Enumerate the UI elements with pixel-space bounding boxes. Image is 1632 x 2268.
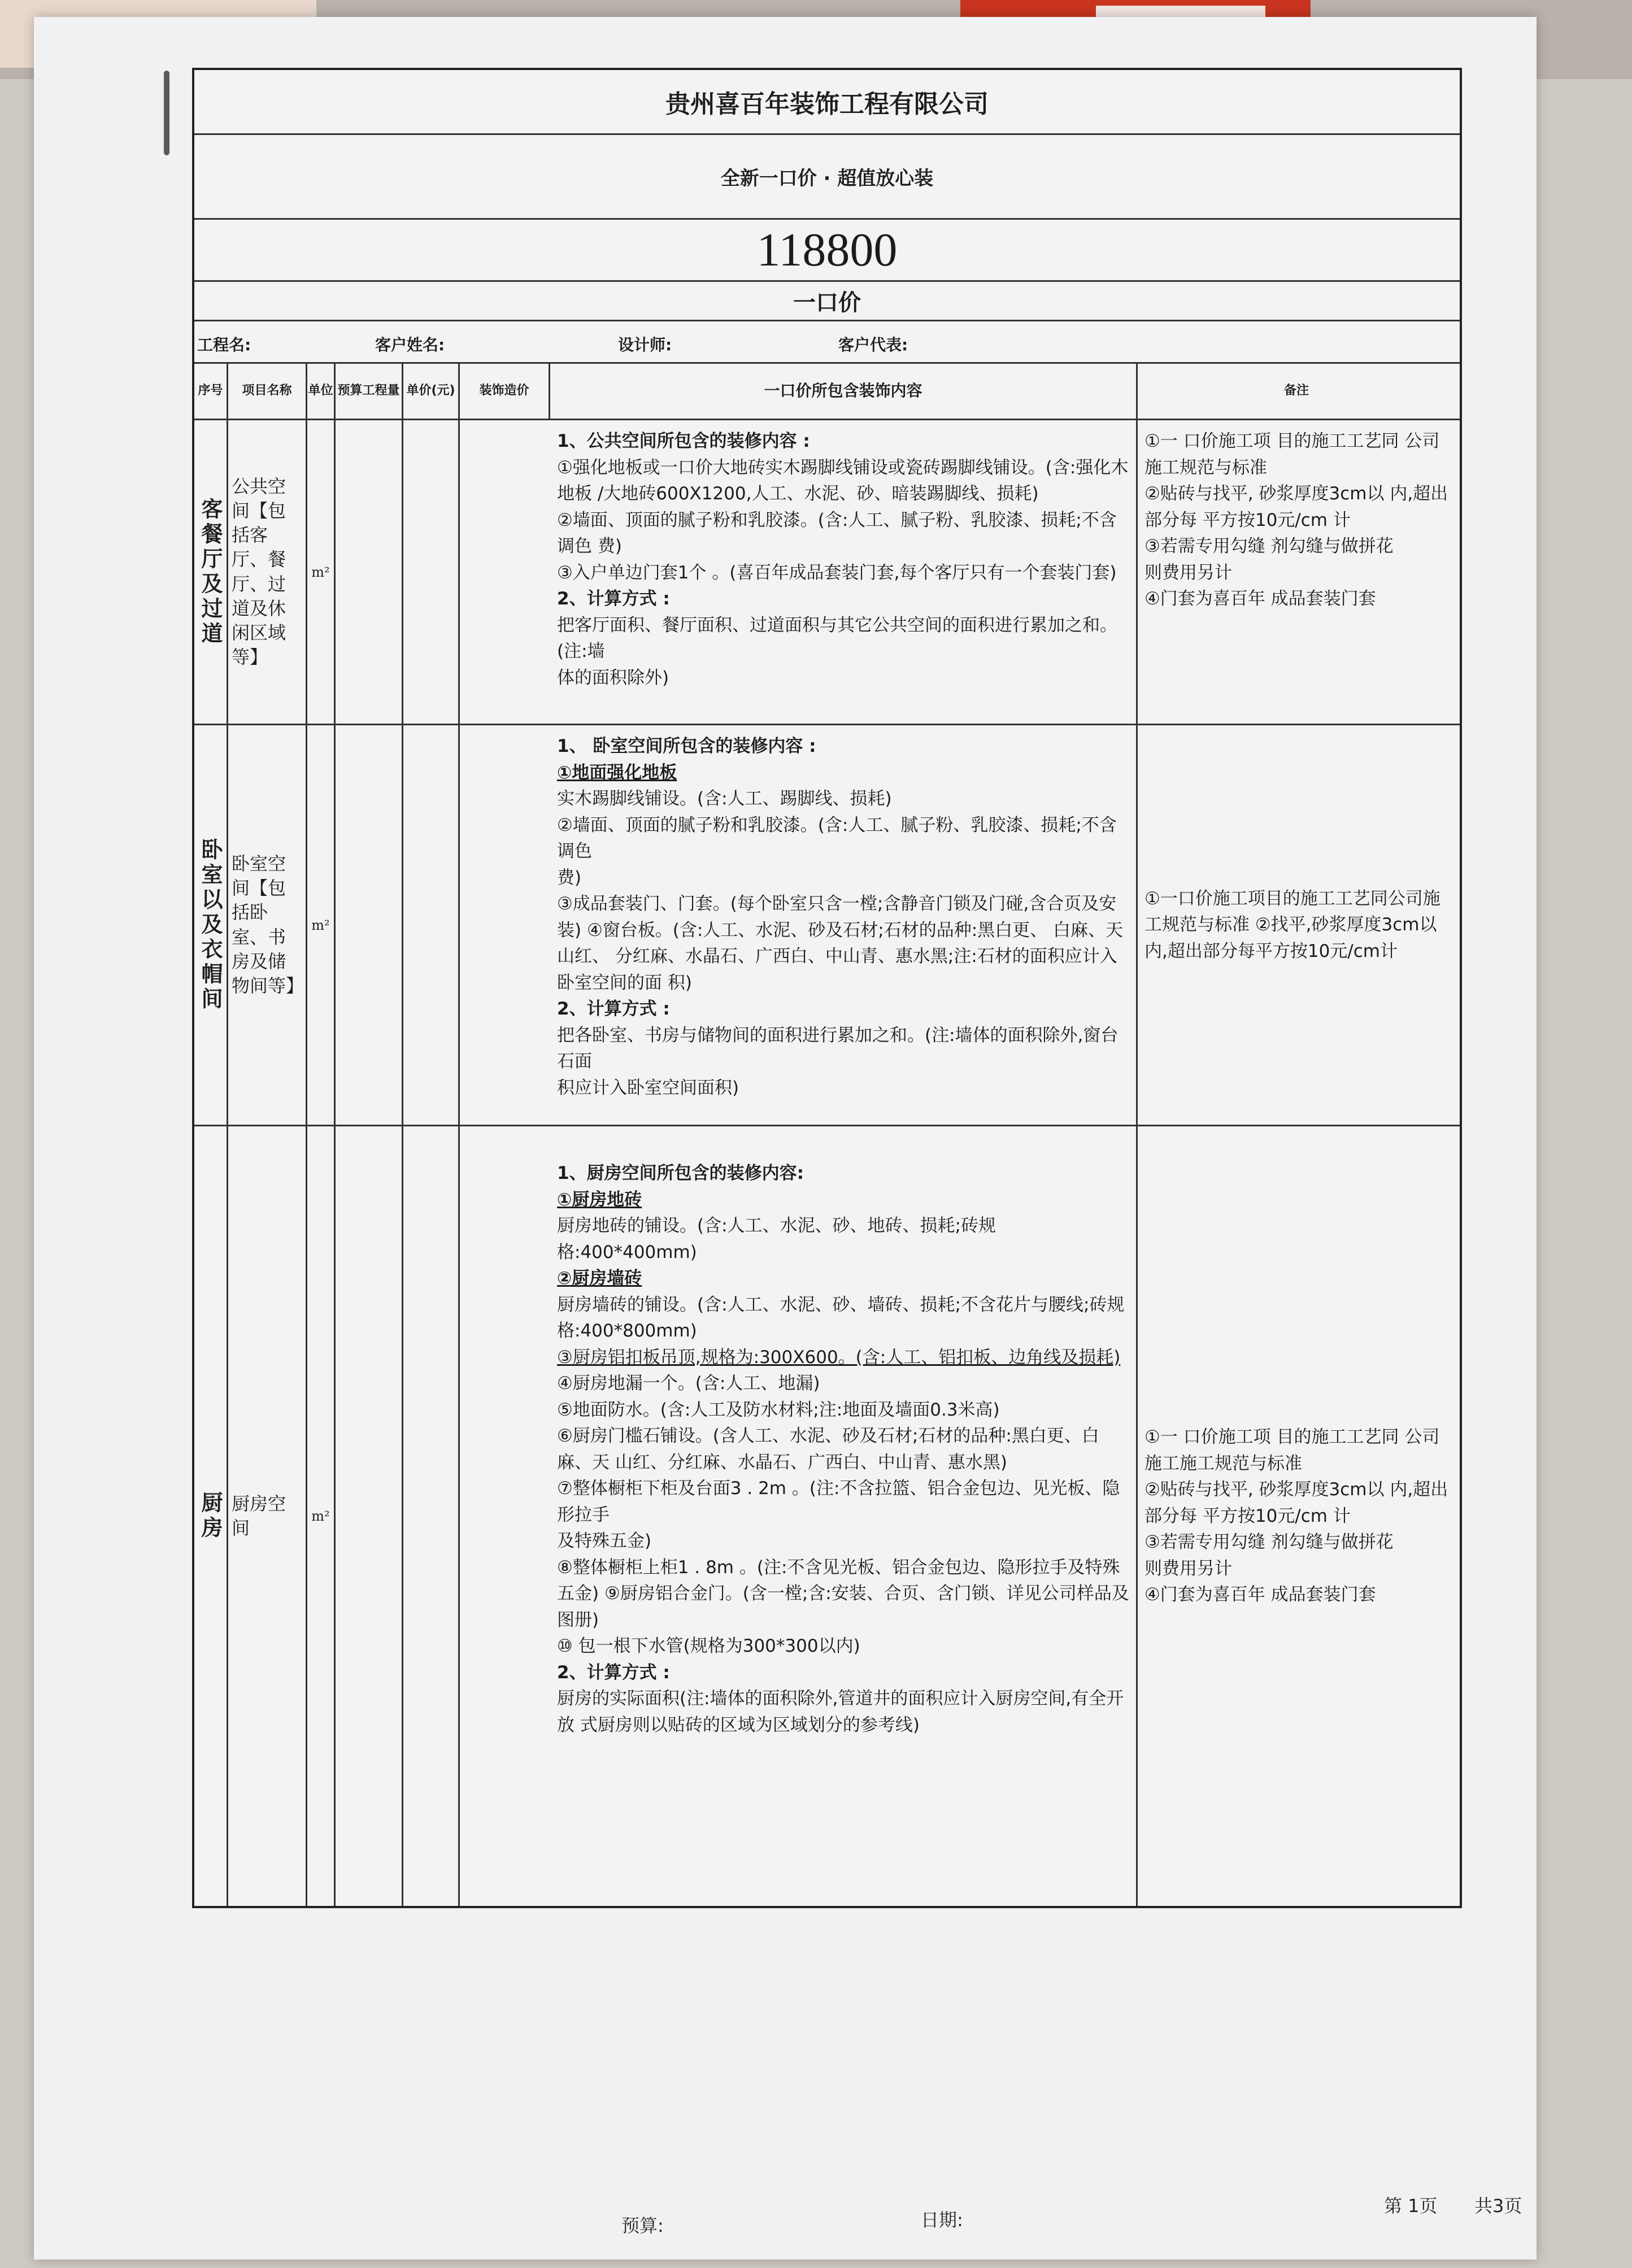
content-line: 1、 卧室空间所包含的装修内容 : [557,736,816,756]
remark-line: ①一口价施工项目的施工工艺同公司施工规范与标准 ②找平,砂浆厚度3cm以内,超出部分每平方按10元/cm计 [1144,888,1440,961]
row-seq: 客餐厅及过道 [194,420,228,724]
row-seq: 卧室以及衣帽间 [194,725,228,1125]
row-content [550,1126,1138,1906]
header-item-name: 项目名称 [228,364,307,419]
row-content [550,725,1138,1125]
row-decoration-cost [460,1126,550,1906]
row-unit: m² [307,725,336,1125]
row-item-text: 公共空间【包括客厅、餐厅、过道及休闲区域等】 [232,475,286,668]
table-row [194,725,1460,1126]
customer-name-label: 客户姓名: [375,336,445,354]
row-unit-price [403,725,460,1125]
remark-line: ②贴砖与找平, 砂浆厚度3cm以 内,超出部分每 平方按10元/cm 计 [1144,484,1448,530]
company-title: 贵州喜百年装饰工程有限公司 [194,70,1460,135]
content-line: 厨房的实际面积(注:墙体的面积除外,管道井的面积应计入厨房空间,有全开放 式厨房则以贴砖的区域为区域划分的参考线) [557,1688,1124,1735]
remark-line: ③若需专用勾缝 剂勾缝与做拼花 [1144,1532,1394,1553]
content-line: ⑤地面防水。(含:人工及防水材料;注:地面及墙面0.3米高) [557,1399,1000,1420]
price-label: 一口价 [194,282,1460,321]
content-line: ①地面强化地板 [557,762,677,783]
quote-table [192,68,1462,1908]
content-line: 费) [557,867,582,888]
row-unit-price [403,420,460,724]
header-unit: 单位 [307,364,336,419]
row-budget-qty [336,1126,403,1906]
remark-line: ①一 口价施工项 目的施工工艺同 公司施工规范与标准 [1144,431,1440,478]
content-line: 把各卧室、书房与储物间的面积进行累加之和。(注:墙体的面积除外,窗台石面 [557,1025,1119,1072]
header-remarks: 备注 [1283,384,1309,398]
slogan: 全新一口价 · 超值放心装 [194,135,1460,220]
header-seq: 序号 [194,364,228,419]
row-decoration-cost [460,725,550,1125]
content-line: 1、公共空间所包含的装修内容 : [557,431,810,451]
row-seq: 厨房 [194,1126,228,1906]
content-line: 2、计算方式 : [557,999,670,1019]
content-line: ②墙面、顶面的腻子粉和乳胶漆。(含:人工、腻子粉、乳胶漆、损耗;不含调色 费) [557,510,1117,556]
content-line: ①厨房地砖 [557,1189,642,1210]
page-total: 共3页 [1474,2195,1522,2217]
customer-rep-label: 客户代表: [838,336,908,354]
row-item-name [228,1126,307,1906]
row-unit: m² [307,1126,336,1906]
content-line: 把客厅面积、餐厅面积、过道面积与其它公共空间的面积进行累加之和。(注:墙 [557,615,1117,661]
remark-line: ②贴砖与找平, 砂浆厚度3cm以 内,超出部分每 平方按10元/cm 计 [1144,1479,1448,1526]
content-line: ③成品套装门、门套。(每个卧室只含一樘;含静音门锁及门碰,含合页及安装) ④窗台板。(含:人工、水泥、砂及石材;石材的品种:黑白更、 白麻、天山红、 分红麻、水晶石、广西白、中山青、惠水黑;注:石材的面积应计入卧室空间的面 积) [557,894,1124,993]
row-remarks [1138,420,1455,724]
designer-label: 设计师: [618,336,672,354]
page-number: 第 1页 [1384,2195,1438,2217]
row-remarks [1138,1126,1455,1906]
content-line: 及特殊五金) [557,1531,652,1551]
remark-line: ③若需专用勾缝 剂勾缝与做拼花 [1144,536,1394,556]
content-line: ⑧整体橱柜上柜1 . 8m 。(注:不含见光板、铝合金包边、隐形拉手及特殊五金) ⑨厨房铝合金门。(含一樘;含:安装、合页、含门锁、详见公司样品及图册) [557,1557,1129,1630]
row-item-text: 厨房空间 [232,1492,286,1539]
row-item-text: 卧室空间【包括卧室、书房及储物间等】 [232,852,304,996]
content-line: 体的面积除外) [557,667,669,688]
content-line: 实木踢脚线铺设。(含:人工、踢脚线、损耗) [557,789,892,809]
content-line: 1、厨房空间所包含的装修内容: [557,1163,804,1183]
row-unit: m² [307,420,336,724]
project-info-row [194,321,1460,364]
content-line: 2、计算方式 : [557,589,670,609]
package-price: 118800 [194,220,1460,282]
content-line: ⑥厨房门槛石铺设。(含人工、水泥、砂及石材;石材的品种:黑白更、白麻、天 山红、分红麻、水晶石、广西白、中山青、惠水黑) [557,1426,1099,1473]
date-label: 日期: [921,2209,963,2231]
row-item-name [228,725,307,1125]
row-content [550,420,1138,724]
content-line: 厨房墙砖的铺设。(含:人工、水泥、砂、墙砖、损耗;不含花片与腰线;砖规 [557,1294,1125,1315]
remark-line: ④门套为喜百年 成品套装门套 [1144,589,1376,609]
content-line: ②墙面、顶面的腻子粉和乳胶漆。(含:人工、腻子粉、乳胶漆、损耗;不含调色 [557,815,1117,861]
remark-line: ①一 口价施工项 目的施工工艺同 公司施工施工规范与标准 [1144,1427,1440,1474]
content-line: 格:400*800mm) [557,1321,697,1341]
row-budget-qty [336,725,403,1125]
row-budget-qty [336,420,403,724]
header-budget-qty: 预算工程量 [336,364,403,419]
row-remarks [1138,725,1455,1125]
header-decoration-cost: 装饰造价 [460,364,550,419]
content-line: ⑩ 包一根下水管(规格为300*300以内) [557,1636,860,1656]
project-name-label: 工程名: [197,336,251,354]
content-line: ③厨房铝扣板吊顶,规格为:300X600。(含:人工、铝扣板、边角线及损耗) [557,1347,1121,1368]
content-line: 厨房地砖的铺设。(含:人工、水泥、砂、地砖、损耗;砖规格:400*400mm) [557,1216,996,1263]
remark-line: ④门套为喜百年 成品套装门套 [1144,1584,1376,1605]
row-item-name [228,420,307,724]
row-unit-price [403,1126,460,1906]
content-line: ②厨房墙砖 [557,1268,642,1288]
content-line: ⑦整体橱柜下柜及台面3 . 2m 。(注:不含拉篮、铝合金包边、见光板、隐形拉手 [557,1478,1120,1525]
content-line: 2、计算方式 : [557,1662,670,1683]
header-content: 一口价所包含装饰内容 [550,364,1138,419]
row-decoration-cost [460,420,550,724]
table-row [194,1126,1460,1906]
content-line: ①强化地板或一口价大地砖实木踢脚线铺设或瓷砖踢脚线铺设。(含:强化木地板 /大地砖600X1200,人工、水泥、砂、暗装踢脚线、损耗) [557,457,1129,504]
binder-clip [164,71,169,155]
table-header [194,364,1460,420]
content-line: 积应计入卧室空间面积) [557,1077,739,1098]
content-line: ③入户单边门套1个 。(喜百年成品套装门套,每个客厅只有一个套装门套) [557,562,1117,583]
remark-line: 则费用另计 [1144,562,1232,583]
content-line: ④厨房地漏一个。(含:人工、地漏) [557,1373,820,1394]
header-unit-price: 单价(元) [403,364,460,419]
review-label: 预算: [621,2215,664,2236]
table-row [194,420,1460,725]
remark-line: 则费用另计 [1144,1558,1232,1579]
